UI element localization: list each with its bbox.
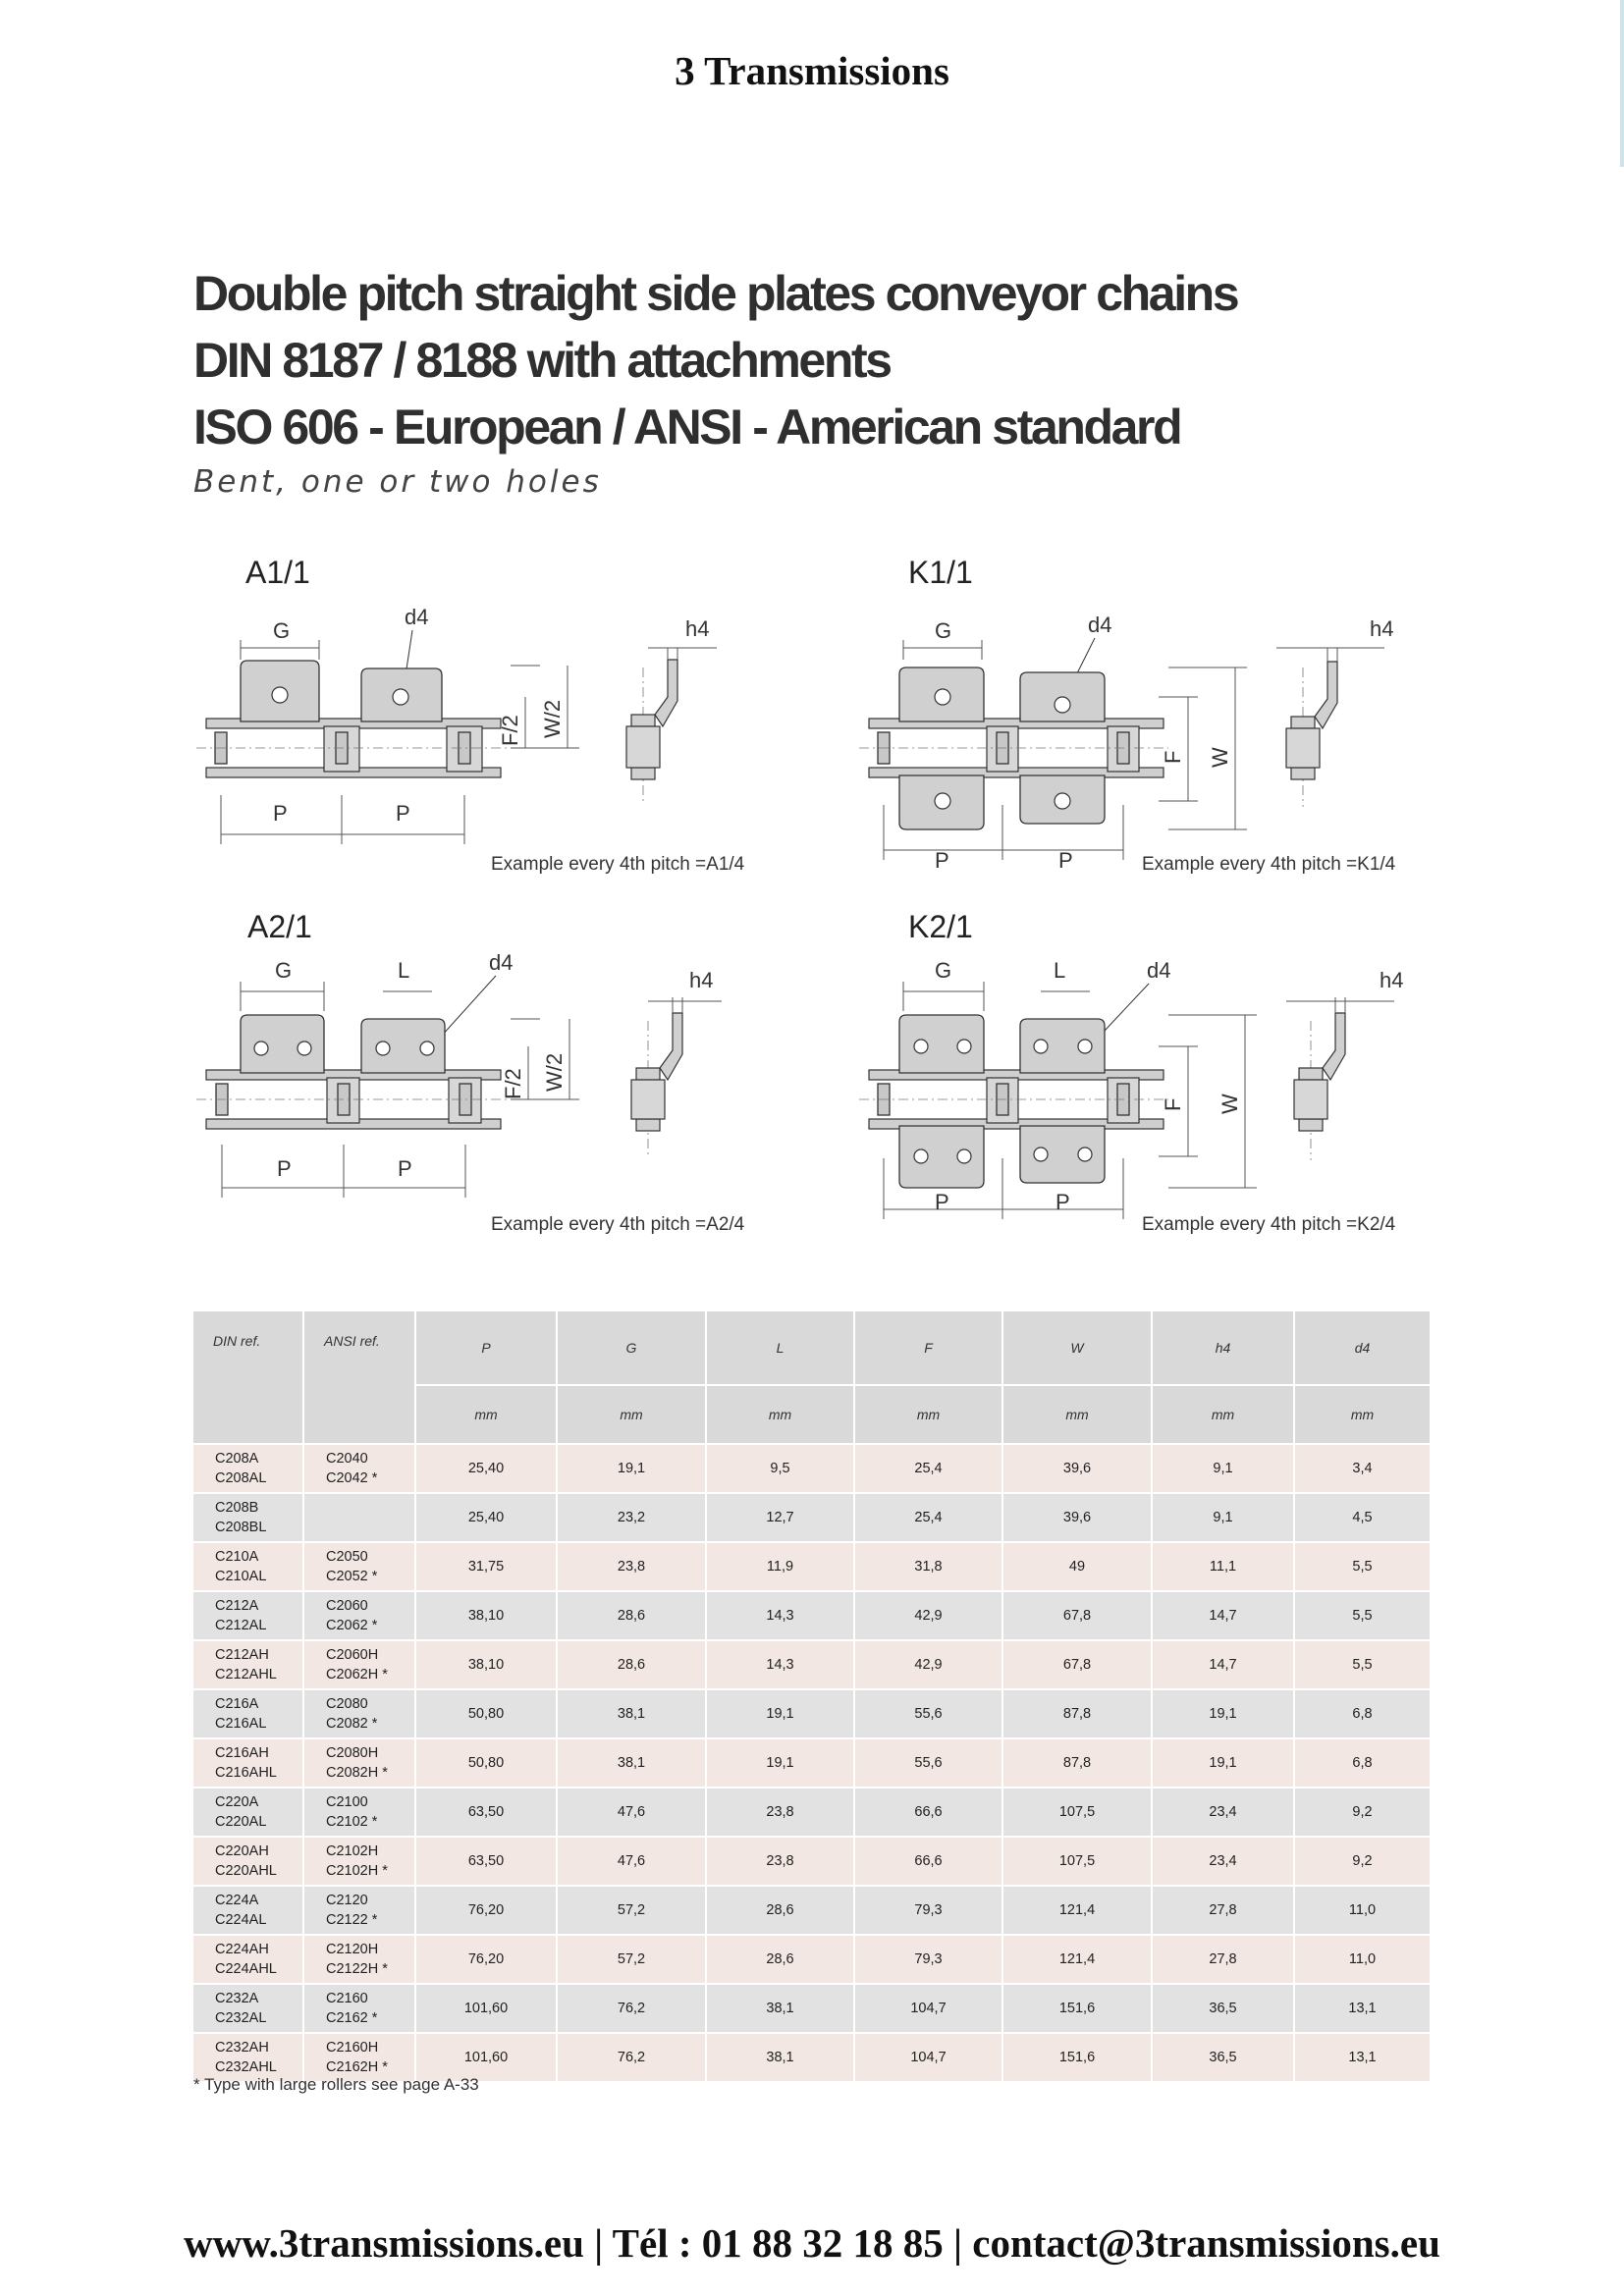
value-w: 49	[1002, 1542, 1152, 1591]
table-row	[193, 1591, 1431, 1640]
ansi-ref-cell	[303, 1984, 415, 2033]
ansi-ref-cell-line: C2040	[326, 1451, 368, 1467]
ansi-ref-cell	[303, 1493, 415, 1542]
ansi-ref-cell-line: C2120	[326, 1893, 368, 1908]
dim-g-a2-1: G	[275, 958, 293, 983]
din-ref-cell-line: C208B	[215, 1500, 259, 1516]
din-ref-cell	[193, 1689, 303, 1738]
value-g: 57,2	[557, 1886, 706, 1935]
ansi-ref-cell	[303, 1542, 415, 1591]
din-ref-cell-line: C216AL	[215, 1716, 267, 1732]
footnote: * Type with large rollers see page A-33	[193, 2075, 479, 2094]
value-f: 104,7	[854, 1984, 1002, 2033]
value-d4: 4,5	[1294, 1493, 1431, 1542]
ansi-ref-cell-line: C2100	[326, 1794, 368, 1810]
chain-spec-table	[193, 1311, 1432, 2081]
value-f: 66,6	[854, 1788, 1002, 1837]
dim-l-a2-1: L	[398, 958, 410, 983]
dim-h4-a1-1: h4	[685, 616, 710, 641]
dim-p1-a2-1: P	[277, 1156, 292, 1181]
ansi-ref-cell	[303, 1886, 415, 1935]
value-g: 19,1	[557, 1444, 706, 1493]
value-g: 76,2	[557, 2033, 706, 2081]
din-ref-cell	[193, 1542, 303, 1591]
din-ref-cell-line: C212AHL	[215, 1667, 277, 1682]
diagram-title-a2-1: A2/1	[247, 909, 312, 944]
value-f: 55,6	[854, 1738, 1002, 1788]
ansi-ref-cell	[303, 1935, 415, 1984]
ansi-ref-cell	[303, 1640, 415, 1689]
din-ref-cell-line: C232AL	[215, 2010, 267, 2026]
ansi-ref-cell-line: C2122H *	[326, 1961, 388, 1977]
din-ref-cell	[193, 1788, 303, 1837]
value-l: 28,6	[706, 1935, 854, 1984]
value-p: 101,60	[415, 2033, 557, 2081]
value-l: 23,8	[706, 1788, 854, 1837]
dim-d4-a1-1: d4	[405, 605, 429, 629]
dim-p2-a2-1: P	[398, 1156, 412, 1181]
value-f: 42,9	[854, 1591, 1002, 1640]
ansi-ref-cell-line: C2160	[326, 1991, 368, 2006]
table-row	[193, 1444, 1431, 1493]
table-row	[193, 1738, 1431, 1788]
ansi-ref-cell-line: C2082 *	[326, 1716, 378, 1732]
ansi-ref-cell	[303, 1689, 415, 1738]
value-p: 38,10	[415, 1591, 557, 1640]
value-l: 14,3	[706, 1591, 854, 1640]
din-ref-cell-line: C224AL	[215, 1912, 267, 1928]
subtitle: Bent, one or two holes	[193, 464, 602, 500]
ansi-ref-cell-line: C2102 *	[326, 1814, 378, 1830]
col-p: P	[415, 1311, 557, 1385]
dim-p2-a1-1: P	[396, 801, 410, 826]
value-w: 87,8	[1002, 1738, 1152, 1788]
unit-f: mm	[854, 1385, 1002, 1444]
example-a2-1: Example every 4th pitch =A2/4	[491, 1214, 745, 1235]
din-ref-cell-line: C220AL	[215, 1814, 267, 1830]
din-ref-cell-line: C232AHL	[215, 2059, 277, 2075]
ansi-ref-cell-line: C2120H	[326, 1942, 379, 1957]
value-h4: 36,5	[1152, 2033, 1294, 2081]
example-k1-1: Example every 4th pitch =K1/4	[1142, 854, 1396, 875]
din-ref-cell	[193, 2033, 303, 2081]
value-f: 31,8	[854, 1542, 1002, 1591]
ansi-ref-cell-line: C2080	[326, 1696, 368, 1712]
dim-w-k2-1: W	[1218, 1094, 1242, 1114]
value-h4: 23,4	[1152, 1837, 1294, 1886]
din-ref-cell-line: C224AH	[215, 1942, 269, 1957]
value-w: 121,4	[1002, 1935, 1152, 1984]
table-row	[193, 1837, 1431, 1886]
dim-h4-k2-1: h4	[1380, 968, 1404, 992]
dim-w2-a1-1: W/2	[540, 699, 565, 738]
title-line-2: DIN 8187 / 8188 with attachments	[193, 333, 891, 388]
value-l: 23,8	[706, 1837, 854, 1886]
din-ref-cell	[193, 1640, 303, 1689]
ansi-ref-cell	[303, 2033, 415, 2081]
value-d4: 11,0	[1294, 1886, 1431, 1935]
value-p: 50,80	[415, 1689, 557, 1738]
din-ref-cell-line: C224AHL	[215, 1961, 277, 1977]
table-row	[193, 2033, 1431, 2081]
value-f: 104,7	[854, 2033, 1002, 2081]
din-ref-cell	[193, 1837, 303, 1886]
ansi-ref-cell-line: C2042 *	[326, 1470, 378, 1486]
example-a1-1: Example every 4th pitch =A1/4	[491, 854, 745, 875]
dim-p1-k1-1: P	[935, 848, 949, 873]
title-line-1: Double pitch straight side plates conveyor chains	[193, 266, 1238, 321]
value-l: 38,1	[706, 1984, 854, 2033]
ansi-ref-cell-line: C2060	[326, 1598, 368, 1614]
dim-g-a1-1: G	[273, 618, 291, 643]
dim-g-k1-1: G	[935, 618, 952, 643]
din-ref-cell-line: C224A	[215, 1893, 259, 1908]
ansi-ref-cell-line: C2102H *	[326, 1863, 388, 1879]
din-ref-cell-line: C208BL	[215, 1520, 267, 1535]
diagram-title-a1-1: A1/1	[245, 555, 310, 590]
value-g: 23,8	[557, 1542, 706, 1591]
ansi-ref-cell	[303, 1837, 415, 1886]
ansi-ref-cell-line: C2080H	[326, 1745, 379, 1761]
din-ref-cell-line: C220AHL	[215, 1863, 277, 1879]
value-l: 14,3	[706, 1640, 854, 1689]
table-row	[193, 1984, 1431, 2033]
din-ref-cell-line: C220AH	[215, 1843, 269, 1859]
diagram-a2-1	[196, 909, 745, 1235]
value-h4: 19,1	[1152, 1689, 1294, 1738]
value-p: 31,75	[415, 1542, 557, 1591]
din-ref-cell	[193, 1738, 303, 1788]
ansi-ref-cell-line: C2052 *	[326, 1569, 378, 1584]
ansi-ref-cell-line: C2082H *	[326, 1765, 388, 1781]
value-d4: 13,1	[1294, 1984, 1431, 2033]
dim-p2-k1-1: P	[1058, 848, 1073, 873]
dim-w-k1-1: W	[1208, 747, 1232, 768]
col-d4: d4	[1294, 1311, 1431, 1385]
value-d4: 6,8	[1294, 1738, 1431, 1788]
din-ref-cell-line: C212AH	[215, 1647, 269, 1663]
value-l: 12,7	[706, 1493, 854, 1542]
din-ref-cell-line: C212A	[215, 1598, 259, 1614]
table-row	[193, 1886, 1431, 1935]
unit-g: mm	[557, 1385, 706, 1444]
col-g: G	[557, 1311, 706, 1385]
din-ref-cell-line: C210A	[215, 1549, 259, 1565]
value-h4: 27,8	[1152, 1886, 1294, 1935]
company-header: 3 Transmissions	[675, 48, 949, 93]
ansi-ref-cell	[303, 1591, 415, 1640]
unit-w: mm	[1002, 1385, 1152, 1444]
value-w: 67,8	[1002, 1640, 1152, 1689]
col-w: W	[1002, 1311, 1152, 1385]
unit-d4: mm	[1294, 1385, 1431, 1444]
table-row	[193, 1935, 1431, 1984]
dim-h4-k1-1: h4	[1370, 616, 1394, 641]
chain-diagrams	[187, 550, 1453, 1256]
value-w: 107,5	[1002, 1837, 1152, 1886]
value-h4: 9,1	[1152, 1444, 1294, 1493]
value-w: 107,5	[1002, 1788, 1152, 1837]
value-l: 9,5	[706, 1444, 854, 1493]
dim-p1-a1-1: P	[273, 801, 288, 826]
dim-d4-a2-1: d4	[489, 950, 514, 975]
value-g: 47,6	[557, 1788, 706, 1837]
col-l: L	[706, 1311, 854, 1385]
value-h4: 36,5	[1152, 1984, 1294, 2033]
value-p: 101,60	[415, 1984, 557, 2033]
dim-f-k1-1: F	[1161, 750, 1185, 764]
value-l: 28,6	[706, 1886, 854, 1935]
ansi-ref-cell-line: C2062 *	[326, 1618, 378, 1633]
value-w: 121,4	[1002, 1886, 1152, 1935]
dim-p1-k2-1: P	[935, 1190, 949, 1214]
value-l: 19,1	[706, 1738, 854, 1788]
value-p: 25,40	[415, 1493, 557, 1542]
din-ref-cell-line: C208AL	[215, 1470, 267, 1486]
din-ref-cell	[193, 1444, 303, 1493]
din-ref-cell-line: C216AH	[215, 1745, 269, 1761]
din-ref-cell	[193, 1886, 303, 1935]
din-ref-cell	[193, 1935, 303, 1984]
value-d4: 5,5	[1294, 1542, 1431, 1591]
unit-l: mm	[706, 1385, 854, 1444]
din-ref-cell-line: C220A	[215, 1794, 259, 1810]
value-d4: 6,8	[1294, 1689, 1431, 1738]
title-block	[193, 260, 1237, 500]
diagram-k1-1	[859, 555, 1396, 875]
dim-d4-k2-1: d4	[1147, 958, 1171, 983]
ansi-ref-cell	[303, 1444, 415, 1493]
table-header-row	[193, 1311, 1431, 1385]
dim-f-k2-1: F	[1161, 1097, 1185, 1111]
dim-g-k2-1: G	[935, 958, 952, 983]
value-d4: 3,4	[1294, 1444, 1431, 1493]
value-g: 57,2	[557, 1935, 706, 1984]
ansi-ref-cell-line: C2160H	[326, 2040, 379, 2056]
ansi-ref-cell-line: C2102H	[326, 1843, 379, 1859]
diagram-a1-1	[196, 555, 745, 875]
value-g: 47,6	[557, 1837, 706, 1886]
din-ref-cell	[193, 1591, 303, 1640]
contact-footer: www.3transmissions.eu | Tél : 01 88 32 18 85 | contact@3transmissions.eu	[184, 2220, 1440, 2266]
col-ansi-ref: ANSI ref.	[303, 1311, 415, 1444]
value-w: 39,6	[1002, 1444, 1152, 1493]
value-w: 151,6	[1002, 2033, 1152, 2081]
value-f: 25,4	[854, 1444, 1002, 1493]
value-f: 66,6	[854, 1837, 1002, 1886]
din-ref-cell	[193, 1984, 303, 2033]
value-p: 50,80	[415, 1738, 557, 1788]
ansi-ref-cell-line: C2162H *	[326, 2059, 388, 2075]
unit-h4: mm	[1152, 1385, 1294, 1444]
dim-w2-a2-1: W/2	[542, 1052, 567, 1092]
value-g: 38,1	[557, 1738, 706, 1788]
value-d4: 9,2	[1294, 1837, 1431, 1886]
value-f: 25,4	[854, 1493, 1002, 1542]
value-p: 63,50	[415, 1837, 557, 1886]
table-row	[193, 1542, 1431, 1591]
value-g: 38,1	[557, 1689, 706, 1738]
dim-l-k2-1: L	[1054, 958, 1066, 983]
value-h4: 14,7	[1152, 1591, 1294, 1640]
value-d4: 5,5	[1294, 1640, 1431, 1689]
ansi-ref-cell-line: C2122 *	[326, 1912, 378, 1928]
ansi-ref-cell	[303, 1738, 415, 1788]
ansi-ref-cell-line: C2162 *	[326, 2010, 378, 2026]
din-ref-cell	[193, 1493, 303, 1542]
unit-p: mm	[415, 1385, 557, 1444]
table-row	[193, 1640, 1431, 1689]
value-l: 19,1	[706, 1689, 854, 1738]
table-row	[193, 1788, 1431, 1837]
value-f: 42,9	[854, 1640, 1002, 1689]
value-w: 67,8	[1002, 1591, 1152, 1640]
value-h4: 19,1	[1152, 1738, 1294, 1788]
din-ref-cell-line: C212AL	[215, 1618, 267, 1633]
value-p: 76,20	[415, 1886, 557, 1935]
value-h4: 11,1	[1152, 1542, 1294, 1591]
dim-f2-a2-1: F/2	[501, 1068, 525, 1099]
value-h4: 14,7	[1152, 1640, 1294, 1689]
diagram-title-k1-1: K1/1	[908, 555, 973, 590]
value-d4: 11,0	[1294, 1935, 1431, 1984]
value-l: 38,1	[706, 2033, 854, 2081]
table-row	[193, 1493, 1431, 1542]
value-p: 25,40	[415, 1444, 557, 1493]
ansi-ref-cell-line: C2060H	[326, 1647, 379, 1663]
value-p: 38,10	[415, 1640, 557, 1689]
value-h4: 23,4	[1152, 1788, 1294, 1837]
value-g: 76,2	[557, 1984, 706, 2033]
value-h4: 9,1	[1152, 1493, 1294, 1542]
value-p: 63,50	[415, 1788, 557, 1837]
value-d4: 5,5	[1294, 1591, 1431, 1640]
value-d4: 9,2	[1294, 1788, 1431, 1837]
col-f: F	[854, 1311, 1002, 1385]
dim-f2-a1-1: F/2	[498, 715, 522, 746]
din-ref-cell-line: C232AH	[215, 2040, 269, 2056]
dim-h4-a2-1: h4	[689, 968, 714, 992]
example-k2-1: Example every 4th pitch =K2/4	[1142, 1214, 1396, 1235]
value-g: 23,2	[557, 1493, 706, 1542]
value-w: 87,8	[1002, 1689, 1152, 1738]
din-ref-cell-line: C210AL	[215, 1569, 267, 1584]
din-ref-cell-line: C216AHL	[215, 1765, 277, 1781]
value-w: 39,6	[1002, 1493, 1152, 1542]
din-ref-cell-line: C216A	[215, 1696, 259, 1712]
din-ref-cell-line: C208A	[215, 1451, 259, 1467]
diagram-k2-1	[859, 909, 1403, 1235]
value-f: 79,3	[854, 1935, 1002, 1984]
value-l: 11,9	[706, 1542, 854, 1591]
value-w: 151,6	[1002, 1984, 1152, 2033]
value-h4: 27,8	[1152, 1935, 1294, 1984]
din-ref-cell-line: C232A	[215, 1991, 259, 2006]
value-f: 79,3	[854, 1886, 1002, 1935]
value-g: 28,6	[557, 1591, 706, 1640]
value-p: 76,20	[415, 1935, 557, 1984]
dim-p2-k2-1: P	[1056, 1190, 1070, 1214]
title-line-3: ISO 606 - European / ANSI - American standard	[193, 400, 1181, 454]
col-din-ref: DIN ref.	[193, 1311, 303, 1444]
ansi-ref-cell-line: C2062H *	[326, 1667, 388, 1682]
value-d4: 13,1	[1294, 2033, 1431, 2081]
table-body	[193, 1444, 1431, 2081]
diagram-title-k2-1: K2/1	[908, 909, 973, 944]
ansi-ref-cell	[303, 1788, 415, 1837]
value-g: 28,6	[557, 1640, 706, 1689]
value-f: 55,6	[854, 1689, 1002, 1738]
dim-d4-k1-1: d4	[1088, 613, 1112, 637]
ansi-ref-cell-line: C2050	[326, 1549, 368, 1565]
table-row	[193, 1689, 1431, 1738]
col-h4: h4	[1152, 1311, 1294, 1385]
